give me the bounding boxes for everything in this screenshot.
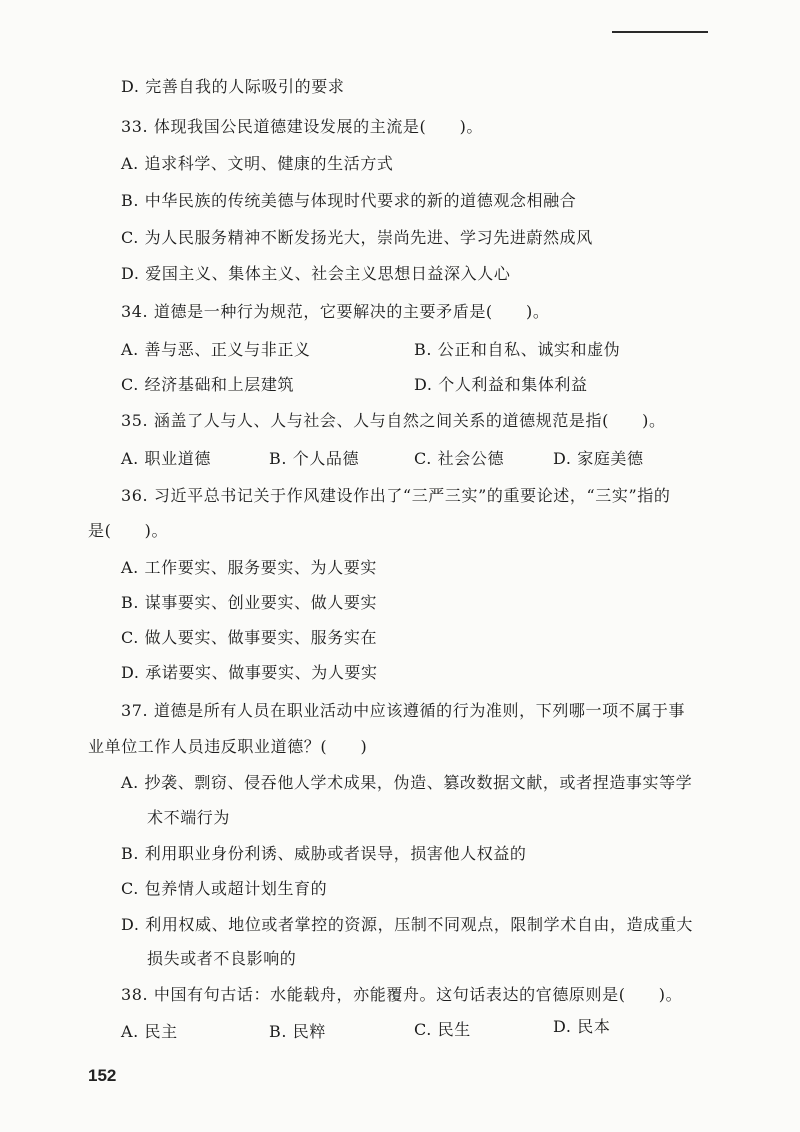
q37-stem-line1: 37. 道德是所有人员在职业活动中应该遵循的行为准则，下列哪一项不属于事 [121, 701, 686, 720]
q38-option-c: C. 民生 [414, 1020, 471, 1039]
q33-option-b: B. 中华民族的传统美德与体现时代要求的新的道德观念相融合 [121, 191, 577, 210]
q34-option-c: C. 经济基础和上层建筑 [121, 375, 295, 394]
q37-option-d-line1: D. 利用权威、地位或者掌控的资源，压制不同观点，限制学术自由，造成重大 [121, 915, 694, 934]
q34-option-a: A. 善与恶、正义与非正义 [121, 340, 311, 359]
q35-option-a: A. 职业道德 [121, 449, 211, 468]
page-number: 152 [88, 1066, 117, 1085]
q34-option-d: D. 个人利益和集体利益 [414, 375, 588, 394]
q37-option-a-line1: A. 抄袭、剽窃、侵吞他人学术成果，伪造、篡改数据文献，或者捏造事实等学 [121, 773, 693, 792]
q34-option-b: B. 公正和自私、诚实和虚伪 [414, 340, 621, 359]
q38-option-b: B. 民粹 [269, 1022, 326, 1041]
q36-option-a: A. 工作要实、服务要实、为人要实 [121, 558, 377, 577]
q37-stem-line2: 业单位工作人员违反职业道德？( ) [88, 737, 368, 756]
q33-option-a: A. 追求科学、文明、健康的生活方式 [121, 154, 394, 173]
q37-option-c: C. 包养情人或超计划生育的 [121, 879, 328, 898]
q33-option-c: C. 为人民服务精神不断发扬光大，崇尚先进、学习先进蔚然成风 [121, 228, 593, 247]
q37-option-b: B. 利用职业身份利诱、威胁或者误导，损害他人权益的 [121, 844, 527, 863]
q36-option-b: B. 谋事要实、创业要实、做人要实 [121, 593, 378, 612]
q35-option-b: B. 个人品德 [269, 449, 360, 468]
q38-option-d: D. 民本 [553, 1017, 611, 1036]
q33-option-d: D. 爱国主义、集体主义、社会主义思想日益深入人心 [121, 264, 511, 283]
q34-stem: 34. 道德是一种行为规范，它要解决的主要矛盾是( )。 [121, 302, 550, 321]
q38-stem: 38. 中国有句古话：水能载舟，亦能覆舟。这句话表达的官德原则是( )。 [121, 985, 683, 1004]
q38-option-a: A. 民主 [121, 1022, 178, 1041]
q36-option-c: C. 做人要实、做事要实、服务实在 [121, 628, 378, 647]
q33-stem: 33. 体现我国公民道德建设发展的主流是( )。 [121, 117, 484, 136]
q35-option-c: C. 社会公德 [414, 449, 505, 468]
q35-stem: 35. 涵盖了人与人、人与社会、人与自然之间关系的道德规范是指( )。 [121, 411, 666, 430]
q36-stem-line2: 是( )。 [88, 521, 169, 540]
q36-stem-line1: 36. 习近平总书记关于作风建设作出了“三严三实”的重要论述，“三实”指的 [121, 486, 671, 505]
q35-option-d: D. 家庭美德 [553, 449, 644, 468]
q36-option-d: D. 承诺要实、做事要实、为人要实 [121, 663, 378, 682]
q32-option-d: D. 完善自我的人际吸引的要求 [121, 77, 345, 96]
q37-option-a-line2: 术不端行为 [147, 808, 231, 827]
q37-option-d-line2: 损失或者不良影响的 [147, 949, 297, 968]
header-rule [612, 31, 708, 33]
